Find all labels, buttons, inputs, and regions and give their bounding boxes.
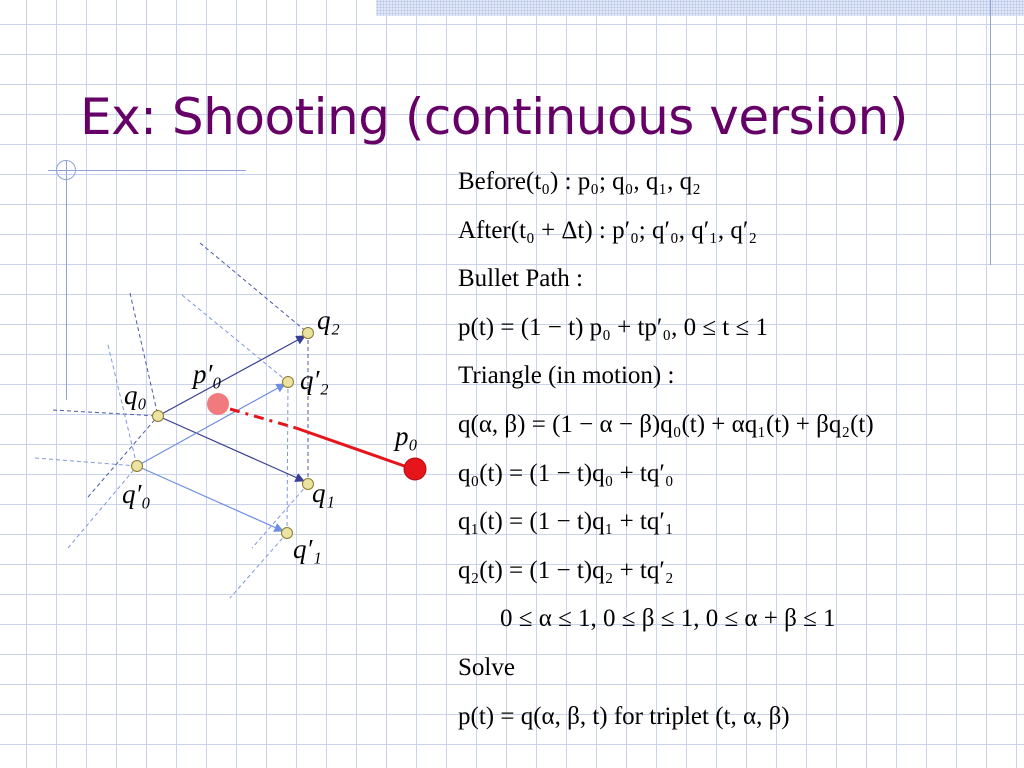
equation-q2-motion: q₂(t) = (1 − t)q₂ + tq′₂ — [458, 556, 674, 584]
slide-title: Ex: Shooting (continuous version) — [80, 88, 908, 146]
label-q2-prime: q′₂ — [300, 365, 329, 395]
equation-q1-motion: q₁(t) = (1 − t)q₁ + tq′₁ — [458, 508, 674, 536]
label-q2: q₂ — [317, 305, 340, 335]
label-p0: p₀ — [395, 421, 418, 451]
ray-q0-prime-left — [35, 458, 137, 466]
ray-q2 — [200, 243, 308, 333]
vertex-q2-prime — [283, 377, 294, 388]
bullet-before-marker — [404, 458, 426, 480]
arrow-q0-q1 — [158, 416, 304, 481]
bullet-path-dashed — [230, 409, 296, 428]
equation-bullet-path-heading: Bullet Path : — [458, 265, 583, 293]
equation-before: Before(t₀) : p₀; q₀, q₁, q₂ — [458, 168, 701, 195]
arrow-q0-q2 — [158, 336, 305, 416]
ray-edge-q2p-q1p — [287, 382, 288, 533]
bullet-after-marker — [207, 393, 229, 415]
label-q0: q₀ — [124, 380, 147, 410]
vertex-q0-prime — [132, 461, 143, 472]
equation-list — [458, 162, 998, 745]
equation-after: After(t₀ + Δt) : p′₀; q′₀, q′₁, q′₂ — [458, 216, 758, 244]
equation-constraints: 0 ≤ α ≤ 1, 0 ≤ β ≤ 1, 0 ≤ α + β ≤ 1 — [500, 605, 836, 633]
label-q1: q₁ — [312, 478, 335, 508]
label-q0-prime: q′₀ — [122, 479, 151, 509]
vertex-q0 — [153, 411, 164, 422]
ray-q0-left — [53, 410, 158, 416]
vertex-q1-prime — [282, 528, 293, 539]
equation-q0-motion: q₀(t) = (1 − t)q₀ + tq′₀ — [458, 459, 674, 487]
projection-rays — [53, 243, 308, 497]
equation-solve-heading: Solve — [458, 653, 515, 681]
equation-triangle-heading: Triangle (in motion) : — [458, 362, 675, 390]
arrow-q0p-q1p — [137, 466, 283, 531]
equation-bullet-path: p(t) = (1 − t) p₀ + tp′₀, 0 ≤ t ≤ 1 — [458, 313, 768, 341]
label-q1-prime: q′₁ — [293, 534, 322, 564]
equation-triangle-param: q(α, β) = (1 − α − β)q₀(t) + αq₁(t) + βq₂(t) — [458, 410, 874, 438]
label-p0-prime: p′₀ — [193, 359, 222, 389]
equation-solve: p(t) = q(α, β, t) for triplet (t, α, β) — [458, 702, 790, 730]
vertex-q2 — [303, 328, 314, 339]
ray-q1-prime — [230, 533, 287, 598]
